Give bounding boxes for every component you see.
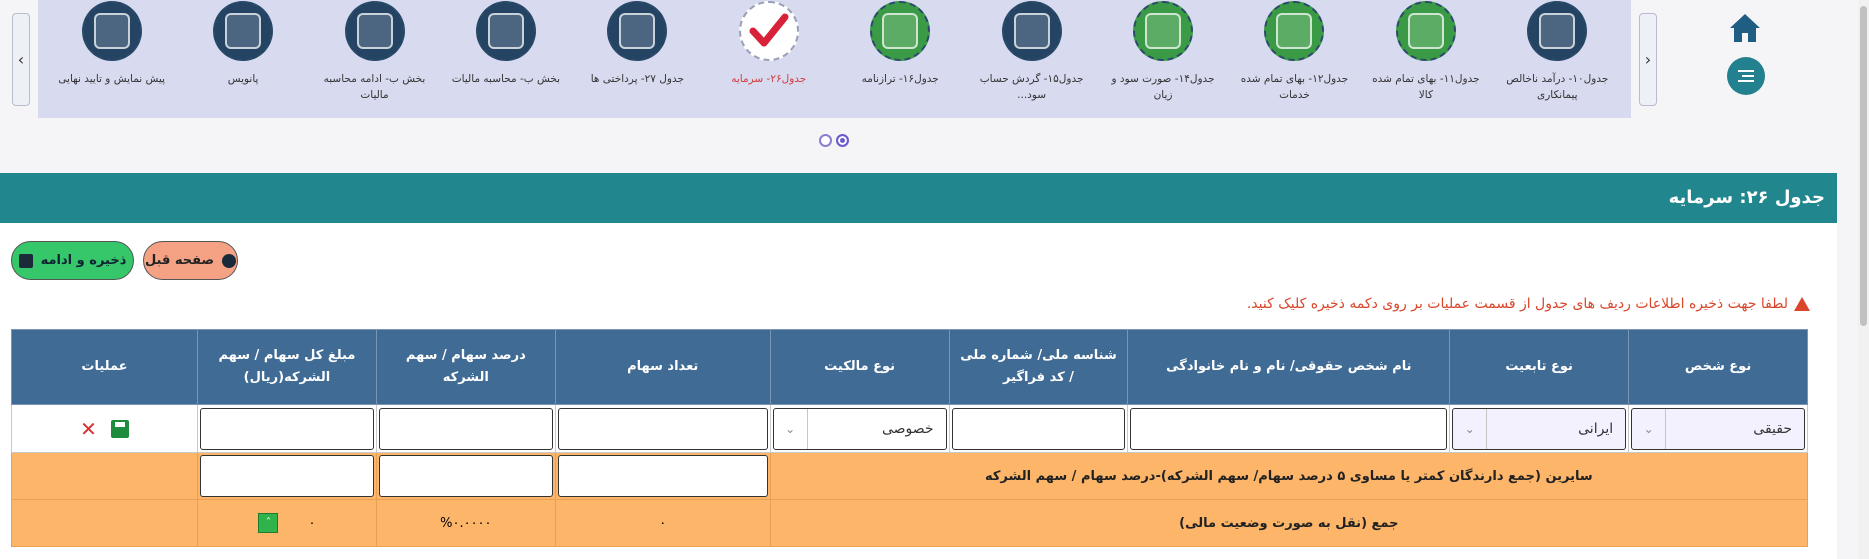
scales-icon: [1133, 1, 1193, 61]
name-input[interactable]: [1130, 408, 1447, 450]
person-type-select[interactable]: [1631, 408, 1805, 450]
cell-name: [1128, 405, 1450, 453]
carousel-dot-1[interactable]: [836, 134, 849, 147]
carousel-item[interactable]: [703, 0, 834, 118]
carousel-item[interactable]: [1492, 0, 1623, 118]
save-continue-label: ذخیره و ادامه: [40, 253, 127, 268]
table-carousel: [12, 0, 1657, 118]
cell-nationality: [1450, 405, 1629, 453]
carousel-item-label: جدول۱۰- درآمد ناخالص پیمانکاری: [1506, 73, 1609, 101]
carousel-next-button[interactable]: ›: [1639, 13, 1657, 106]
chevron-down-icon: ⌄: [1453, 409, 1487, 449]
chevron-down-icon: ⌄: [1632, 409, 1666, 449]
carousel-track: [38, 0, 1631, 118]
save-continue-button[interactable]: [11, 241, 134, 280]
balance-sheet-calculator-icon: [870, 1, 930, 61]
carousel-item[interactable]: [1229, 0, 1360, 118]
share-percent-input[interactable]: [379, 408, 553, 450]
save-notice: [1247, 296, 1810, 312]
cell-total-empty: [12, 500, 198, 547]
floppy-disk-icon: [19, 254, 33, 268]
col-share-count: تعداد سهام: [555, 330, 770, 405]
cell-others-count: [555, 453, 770, 500]
carousel-item-label: جدول۱۶- ترازنامه: [861, 73, 939, 85]
carousel-pagination: [819, 134, 849, 147]
cell-share-count: [555, 405, 770, 453]
capital-table: [11, 329, 1808, 547]
tax-monitor-icon: [345, 1, 405, 61]
total-row: [12, 500, 1808, 547]
carousel-item-label: جدول ۲۷- پرداختی ها: [590, 73, 684, 85]
others-amount-input[interactable]: [200, 455, 374, 497]
money-cycle-icon: [1002, 1, 1062, 61]
carousel-item[interactable]: [572, 0, 703, 118]
carousel-item[interactable]: [1097, 0, 1228, 118]
ownership-type-value: خصوصی: [881, 420, 934, 437]
arrow-circle-icon: [222, 254, 236, 268]
list-menu-icon: [1736, 68, 1756, 84]
others-row-label: سایرین (جمع دارندگان کمتر یا مساوی ۵ درصد سهام/ سهم الشرکه)-درصد سهام / سهم الشرکه: [770, 453, 1807, 500]
carousel-item-label: پانویس: [227, 73, 259, 85]
contract-document-icon: [1527, 1, 1587, 61]
cell-others-empty: [12, 453, 198, 500]
home-icon[interactable]: [1728, 12, 1762, 44]
carousel-dot-2[interactable]: [819, 134, 832, 147]
total-shares: ۰: [555, 500, 770, 547]
stamp-icon: [82, 1, 142, 61]
ownership-type-select[interactable]: [773, 408, 947, 450]
share-count-input[interactable]: [558, 408, 768, 450]
warning-icon: [1794, 297, 1810, 311]
cell-ownership-type: [770, 405, 949, 453]
carousel-item[interactable]: [309, 0, 440, 118]
col-name: نام شخص حقوقی/ نام و نام خانوادگی: [1128, 330, 1450, 405]
carousel-item-label: جدول۱۵- گردش حساب سود...: [979, 73, 1084, 101]
col-share-amount: مبلغ کل سهام / سهم الشرکه(ریال): [197, 330, 376, 405]
cell-others-percent: [376, 453, 555, 500]
person-type-value: حقیقی: [1753, 420, 1792, 437]
carousel-item[interactable]: [834, 0, 965, 118]
carousel-item-label: بخش ب- محاسبه مالیات: [451, 73, 561, 85]
cell-share-amount: [197, 405, 376, 453]
notice-text: لطفا جهت ذخیره اطلاعات ردیف های جدول از قسمت عملیات بر روی دکمه ذخیره کلیک کنید.: [1246, 296, 1788, 312]
carousel-item-label: جدول۱۲- بهای تمام شده خدمات: [1240, 73, 1349, 101]
carousel-item[interactable]: [46, 0, 177, 118]
carousel-item[interactable]: [440, 0, 571, 118]
col-person-type: نوع شخص: [1629, 330, 1808, 405]
total-percent: %۰.۰۰۰۰: [376, 500, 555, 547]
previous-page-button[interactable]: [143, 241, 238, 280]
national-id-input[interactable]: [952, 408, 1126, 450]
col-nationality: نوع تابعیت: [1450, 330, 1629, 405]
carousel-item[interactable]: [1360, 0, 1491, 118]
cash-payment-icon: [607, 1, 667, 61]
chevron-down-icon: ⌄: [774, 409, 808, 449]
delete-row-icon[interactable]: ✕: [80, 416, 97, 441]
cell-national-id: [949, 405, 1128, 453]
carousel-item[interactable]: [177, 0, 308, 118]
col-national-id: شناسه ملی/ شماره ملی / کد فراگیر: [949, 330, 1128, 405]
checkmark-icon: [739, 1, 799, 61]
cell-person-type: [1629, 405, 1808, 453]
carousel-item-label: جدول۱۱- بهای تمام شده کالا: [1372, 73, 1480, 101]
carousel-item-label: پیش نمایش و تایید نهایی: [58, 73, 166, 85]
tax-monitor-icon: [476, 1, 536, 61]
save-row-icon[interactable]: [111, 420, 129, 438]
table-row: [12, 405, 1808, 453]
carousel-prev-button[interactable]: ‹: [12, 13, 30, 106]
section-title: جدول ۲۶: سرمایه: [0, 173, 1837, 223]
carousel-item-label: جدول۱۴- صورت سود و زیان: [1111, 73, 1215, 101]
cell-total-amount: [197, 500, 376, 547]
cell-operations: [12, 405, 198, 453]
carousel-item[interactable]: [966, 0, 1097, 118]
carousel-item-label: بخش ب- ادامه محاسبه مالیات: [323, 73, 426, 101]
others-percent-input[interactable]: [379, 455, 553, 497]
calculator-document-icon: [1396, 1, 1456, 61]
chevron-double-up-icon[interactable]: ˄: [258, 513, 278, 533]
col-operations: عملیات: [12, 330, 198, 405]
others-count-input[interactable]: [558, 455, 768, 497]
nationality-value: ایرانی: [1578, 420, 1614, 437]
total-row-label: جمع (نقل به صورت وضعیت مالی): [770, 500, 1807, 547]
cell-others-amount: [197, 453, 376, 500]
share-amount-input[interactable]: [200, 408, 374, 450]
others-row: [12, 453, 1808, 500]
carousel-item-label: جدول۲۶- سرمایه: [731, 73, 807, 85]
cell-share-percent: [376, 405, 555, 453]
nationality-select[interactable]: [1452, 408, 1626, 450]
previous-page-label: صفحه قبل: [144, 253, 215, 268]
table-header-row: [12, 330, 1808, 405]
col-share-percent: درصد سهام / سهم الشرکه: [376, 330, 555, 405]
scrollbar-thumb[interactable]: [1860, 6, 1867, 326]
col-ownership-type: نوع مالکیت: [770, 330, 949, 405]
total-amount: ۰: [308, 515, 316, 531]
hand-coins-icon: [1264, 1, 1324, 61]
menu-toggle-button[interactable]: [1727, 57, 1765, 95]
page-scrollbar[interactable]: [1858, 0, 1869, 559]
person-document-icon: [213, 1, 273, 61]
